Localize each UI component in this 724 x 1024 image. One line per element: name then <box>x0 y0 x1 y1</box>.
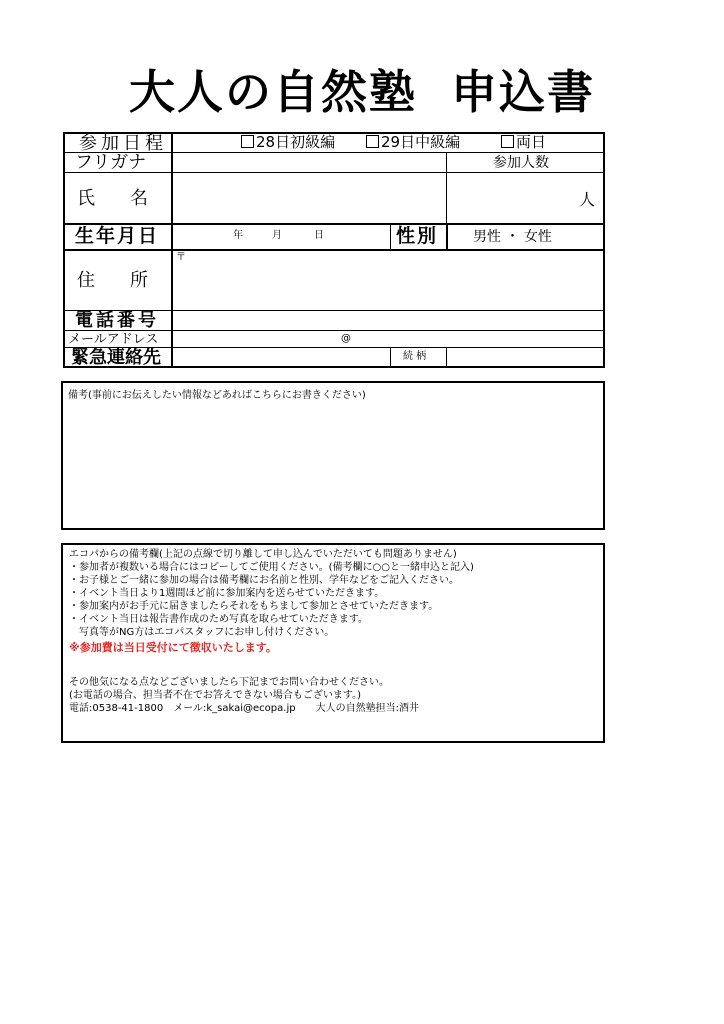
name-field[interactable] <box>173 173 446 223</box>
phone-label: 電話番号 <box>75 310 159 331</box>
option-both-days[interactable]: 両日 <box>501 135 546 150</box>
name-label-2: 名 <box>130 188 148 209</box>
relationship-label: 続 柄 <box>403 351 427 362</box>
emergency-label: 緊急連絡先 <box>71 347 161 368</box>
notes-line: ・お子様とご一緒に参加の場合は備考欄にお名前と性別、学年などをご記入ください。 <box>69 575 459 586</box>
address-label-1: 住 <box>77 270 95 291</box>
email-label: メールアドレス <box>68 332 159 347</box>
relationship-field[interactable] <box>447 348 603 366</box>
notes-line: 写真等がNG方はエコパスタッフにお申し付けください。 <box>69 627 335 638</box>
notes-line: ・イベント当日は報告書作成のため写真を取らせていただきます。 <box>69 614 368 625</box>
phone-field[interactable] <box>173 311 603 330</box>
application-form <box>63 132 605 368</box>
checkbox-both-days[interactable] <box>501 135 514 148</box>
birth-year: 年 <box>233 230 243 241</box>
contact-line: その他気になる点などございましたら下記までお問い合わせください。 <box>69 677 389 688</box>
name-label-1: 氏 <box>77 188 95 209</box>
option-day29[interactable]: 29日中級編 <box>366 135 460 150</box>
notes-line: ・参加案内がお手元に届きましたらそれをもちまして参加とさせていただきます。 <box>69 601 439 612</box>
notes-line: エコパからの備考欄(上記の点線で切り離して申し込んでいただいても問題ありません) <box>69 549 457 560</box>
contact-info: 電話:0538-41-1800 メール:k_sakai@ecopa.jp 大人の自然塾担当:酒井 <box>69 703 419 714</box>
option-day28[interactable]: 28日初級編 <box>241 135 335 150</box>
title-main: 大人の自然塾 <box>129 65 417 119</box>
checkbox-day28[interactable] <box>241 135 254 148</box>
checkbox-day29[interactable] <box>366 135 379 148</box>
birth-month: 月 <box>272 230 282 241</box>
birthdate-label: 生年月日 <box>75 225 160 247</box>
num-participants-label: 参加人数 <box>493 155 549 171</box>
address-field[interactable] <box>173 251 603 310</box>
notes-line: ・参加者が複数いる場合にはコピーしてご使用ください。(備考欄に○○と一緒申込と記入) <box>69 562 474 573</box>
notes-line: ・イベント当日より1週間ほど前に参加案内を送らせていただきます。 <box>69 588 385 599</box>
contact-line: (お電話の場合、担当者不在でお答えできない場合もございます。) <box>69 690 362 701</box>
emergency-field[interactable] <box>173 348 390 366</box>
gender-options[interactable]: 男性 ・ 女性 <box>473 229 552 245</box>
furigana-label: フリガナ <box>75 152 147 173</box>
postal-mark: 〒 <box>176 252 186 263</box>
notes-box <box>61 543 605 743</box>
person-unit: 人 <box>579 190 596 209</box>
email-field[interactable] <box>173 331 603 347</box>
email-at: @ <box>341 333 351 344</box>
gender-label: 性別 <box>396 225 439 247</box>
participation-date-label: 参加日程 <box>79 133 167 154</box>
furigana-field[interactable] <box>173 153 446 172</box>
address-label-2: 所 <box>130 270 148 291</box>
form-title <box>0 62 724 122</box>
remarks-hint: 備考(事前にお伝えしたい情報などあればこちらにお書きください) <box>68 390 366 401</box>
title-sub: 申込書 <box>451 65 595 119</box>
remarks-box[interactable] <box>61 381 605 530</box>
birth-day: 日 <box>314 230 324 241</box>
fee-notice: ※参加費は当日受付にて徴収いたします。 <box>69 641 277 654</box>
